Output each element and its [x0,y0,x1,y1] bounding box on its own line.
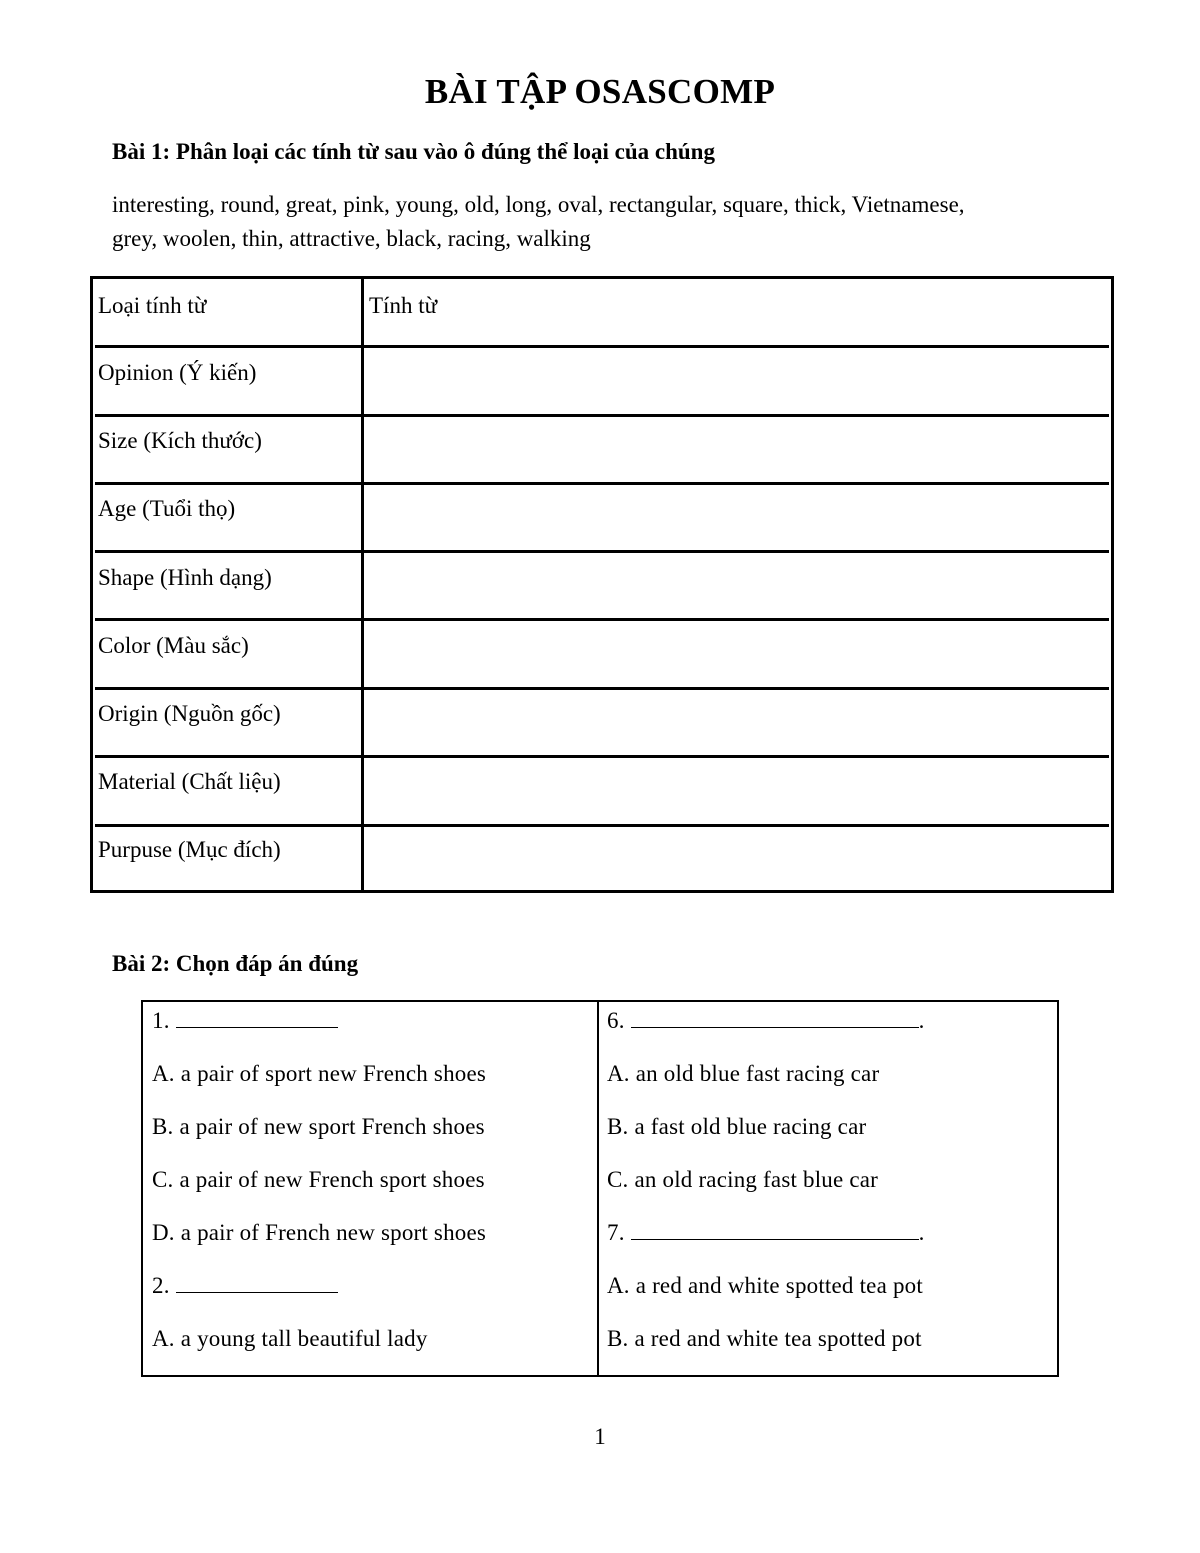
answer-blank[interactable] [176,1272,338,1293]
question-2 [152,1271,338,1301]
multiple-choice-table [141,1000,1059,1377]
row-type-size: Size (Kích thước) [98,428,262,453]
question-6 [607,1006,925,1036]
answer-option[interactable]: A. a young tall beautiful lady [152,1326,428,1351]
question-suffix: . [918,1008,925,1033]
exercise-1-heading: Bài 1: Phân loại các tính từ sau vào ô đúng thể loại của chúng [112,139,715,164]
answer-option[interactable]: B. a pair of new sport French shoes [152,1114,485,1139]
answer-blank[interactable] [631,1219,919,1240]
answer-blank[interactable] [176,1007,338,1028]
question-number: 6. [607,1008,625,1033]
row-divider [95,414,1109,417]
row-type-color: Color (Màu sắc) [98,633,249,658]
row-divider [95,755,1109,758]
table-column-divider [597,1002,599,1375]
answer-option[interactable]: C. a pair of new French sport shoes [152,1167,485,1192]
row-divider [95,345,1109,348]
exercise-2-heading: Bài 2: Chọn đáp án đúng [112,951,359,976]
answer-option[interactable]: A. an old blue fast racing car [607,1061,880,1086]
answer-option[interactable]: A. a pair of sport new French shoes [152,1061,487,1086]
header-adjectives: Tính từ [369,293,438,318]
header-adjective-type: Loại tính từ [98,293,207,318]
answer-option[interactable]: B. a red and white tea spotted pot [607,1326,922,1351]
row-type-purpose: Purpuse (Mục đích) [98,837,281,862]
adjective-word-list [112,188,1102,256]
row-type-origin: Origin (Nguồn gốc) [98,701,281,726]
answer-option[interactable]: C. an old racing fast blue car [607,1167,879,1192]
answer-blank[interactable] [631,1007,919,1028]
row-type-shape: Shape (Hình dạng) [98,565,272,590]
row-type-opinion: Opinion (Ý kiến) [98,360,257,385]
question-suffix: . [918,1220,925,1245]
page-number: 1 [594,1424,606,1449]
answer-option[interactable]: A. a red and white spotted tea pot [607,1273,923,1298]
row-divider [95,550,1109,553]
question-number: 7. [607,1220,625,1245]
question-number: 1. [152,1008,170,1033]
row-divider [95,482,1109,485]
row-divider [95,824,1109,827]
answer-option[interactable]: D. a pair of French new sport shoes [152,1220,487,1245]
row-type-age: Age (Tuổi thọ) [98,496,236,521]
row-divider [95,687,1109,690]
row-divider [95,618,1109,621]
table-column-divider [361,279,364,890]
question-7 [607,1218,925,1248]
word-list-line-2: grey, woolen, thin, attractive, black, racing, walking [112,226,591,251]
page-title: BÀI TẬP OSASCOMP [424,72,776,111]
question-number: 2. [152,1273,170,1298]
row-type-material: Material (Chất liệu) [98,769,281,794]
answer-option[interactable]: B. a fast old blue racing car [607,1114,867,1139]
adjective-classification-table [90,276,1114,893]
word-list-line-1: interesting, round, great, pink, young, old, long, oval, rectangular, square, thick, Vietnamese, [112,192,965,217]
question-1 [152,1006,338,1036]
